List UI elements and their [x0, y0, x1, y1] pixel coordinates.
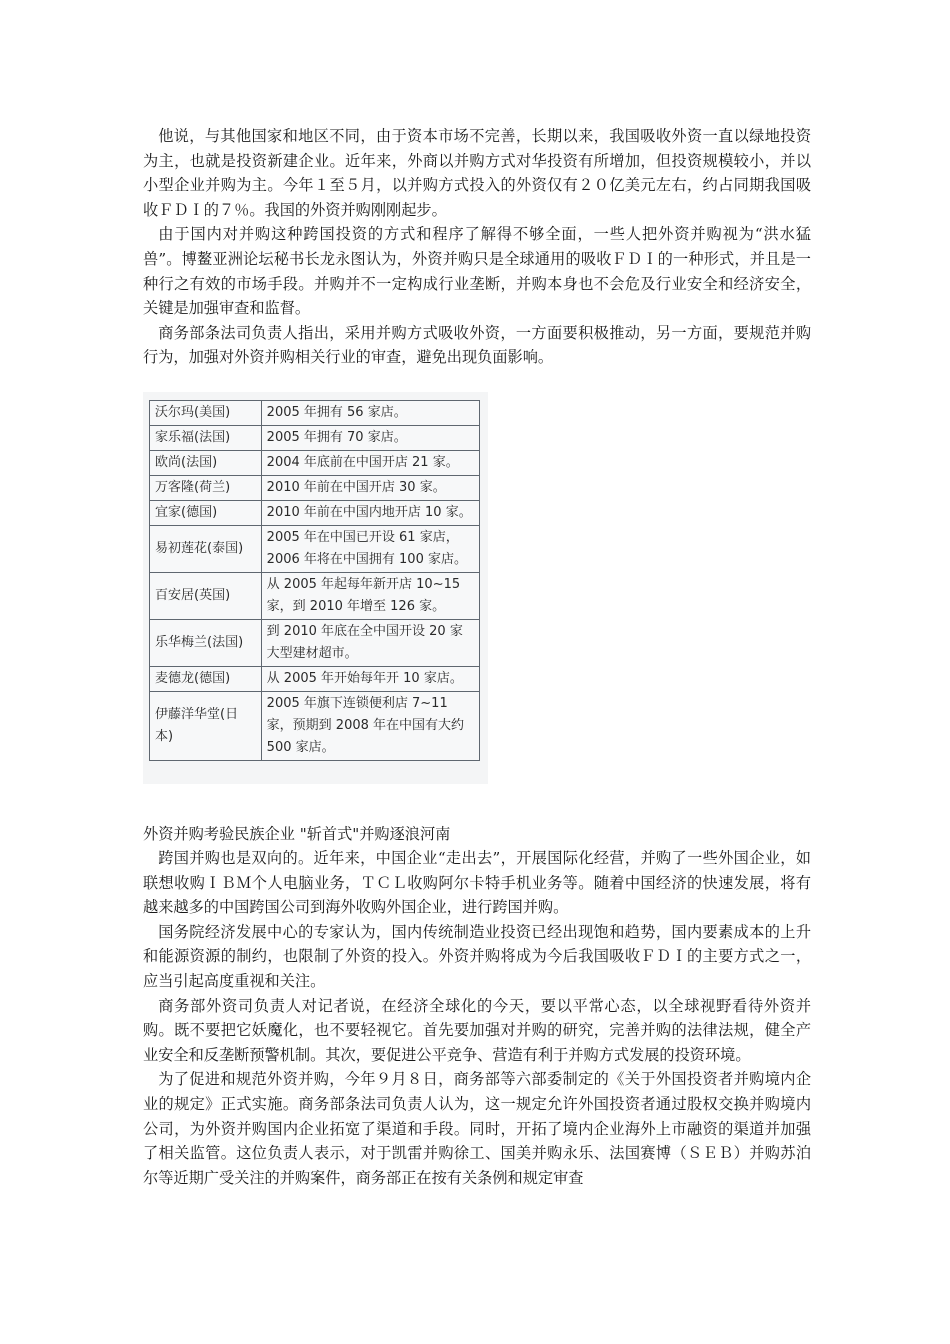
plan-cell: 从 2005 年起每年新开店 10~15 家，到 2010 年增至 126 家。: [261, 573, 479, 620]
plan-cell: 2010 年前在中国开店 30 家。: [261, 476, 479, 501]
company-cell: 易初莲花(泰国): [150, 526, 262, 573]
table-row: [150, 573, 480, 620]
plan-cell: 2005 年在中国已开设 61 家店，2006 年将在中国拥有 100 家店。: [261, 526, 479, 573]
table-row: [150, 476, 480, 501]
paragraph: 为了促进和规范外资并购，今年９月８日，商务部等六部委制定的《关于外国投资者并购境内企业的规定》正式实施。商务部条法司负责人认为，这一规定允许外国投资者通过股权交换并购境内公司，为外资并购国内企业拓宽了渠道和手段。同时，开拓了境内企业海外上市融资的渠道并加强了相关监管。这位负责人表示，对于凯雷并购徐工、国美并购永乐、法国赛博（ＳＥＢ）并购苏泊尔等近期广受关注的并购案件，商务部正在按有关条例和规定审查: [143, 1070, 811, 1187]
table-row: [150, 501, 480, 526]
paragraph: 商务部条法司负责人指出，采用并购方式吸收外资，一方面要积极推动，另一方面，要规范并购行为，加强对外资并购相关行业的审查，避免出现负面影响。: [143, 323, 811, 367]
company-cell: 麦德龙(德国): [150, 667, 262, 692]
plan-cell: 从 2005 年开始每年开 10 家店。: [261, 667, 479, 692]
table-row: [150, 692, 480, 761]
paragraph: 商务部外资司负责人对记者说，在经济全球化的今天，要以平常心态，以全球视野看待外资并购。既不要把它妖魔化，也不要轻视它。首先要加强对并购的研究，完善并购的法律法规，健全产业安全和反垄断预警机制。其次，要促进公平竞争、营造有利于并购方式发展的投资环境。: [143, 996, 811, 1064]
paragraph: 跨国并购也是双向的。近年来，中国企业“走出去”，开展国际化经营，并购了一些外国企业，如联想收购ＩＢＭ个人电脑业务，ＴＣＬ收购阿尔卡特手机业务等。随着中国经济的快速发展，将有越来越多的中国跨国公司到海外收购外国企业，进行跨国并购。: [143, 849, 811, 917]
plan-cell: 2005 年旗下连锁便利店 7~11 家，预期到 2008 年在中国有大约 500 家店。: [261, 692, 479, 761]
company-cell: 伊藤洋华堂(日本): [150, 692, 262, 761]
section-heading: 外资并购考验民族企业 "斩首式"并购逐浪河南: [143, 825, 451, 843]
plan-cell: 到 2010 年底在全中国开设 20 家大型建材超市。: [261, 620, 479, 667]
company-cell: 欧尚(法国): [150, 451, 262, 476]
company-cell: 百安居(英国): [150, 573, 262, 620]
table-row: [150, 401, 480, 426]
plan-cell: 2005 年拥有 70 家店。: [261, 426, 479, 451]
table-row: [150, 426, 480, 451]
section1-text: [143, 124, 811, 370]
table-row: [150, 451, 480, 476]
paragraph: 由于国内对并购这种跨国投资的方式和程序了解得不够全面，一些人把外资并购视为“洪水猛兽”。博鳌亚洲论坛秘书长龙永图认为，外资并购只是全球通用的吸收ＦＤＩ的一种形式，并且是一种行之有效的市场手段。并购并不一定构成行业垄断，并购本身也不会危及行业安全和经济安全，关键是加强审查和监督。: [143, 225, 811, 318]
plan-cell: 2010 年前在中国内地开店 10 家。: [261, 501, 479, 526]
paragraph: 国务院经济发展中心的专家认为，国内传统制造业投资已经出现饱和趋势，国内要素成本的上升和能源资源的制约，也限制了外资的投入。外资并购将成为今后我国吸收ＦＤＩ的主要方式之一，应当引起高度重视和关注。: [143, 922, 811, 990]
plan-cell: 2005 年拥有 56 家店。: [261, 401, 479, 426]
company-cell: 宜家(德国): [150, 501, 262, 526]
company-cell: 乐华梅兰(法国): [150, 620, 262, 667]
plan-cell: 2004 年底前在中国开店 21 家。: [261, 451, 479, 476]
company-cell: 沃尔玛(美国): [150, 401, 262, 426]
section2-text: [143, 846, 811, 1190]
paragraph: 他说，与其他国家和地区不同，由于资本市场不完善，长期以来，我国吸收外资一直以绿地投资为主，也就是投资新建企业。近年来，外商以并购方式对华投资有所增加，但投资规模较小，并以小型企业并购为主。今年１至５月，以并购方式投入的外资仅有２０亿美元左右，约占同期我国吸收ＦＤＩ的７％。我国的外资并购刚刚起步。: [143, 127, 811, 219]
retail-expansion-table-image: [143, 392, 488, 784]
company-cell: 万客隆(荷兰): [150, 476, 262, 501]
table-row: [150, 526, 480, 573]
retail-expansion-table: [149, 400, 480, 761]
table-row: [150, 667, 480, 692]
table-row: [150, 620, 480, 667]
company-cell: 家乐福(法国): [150, 426, 262, 451]
